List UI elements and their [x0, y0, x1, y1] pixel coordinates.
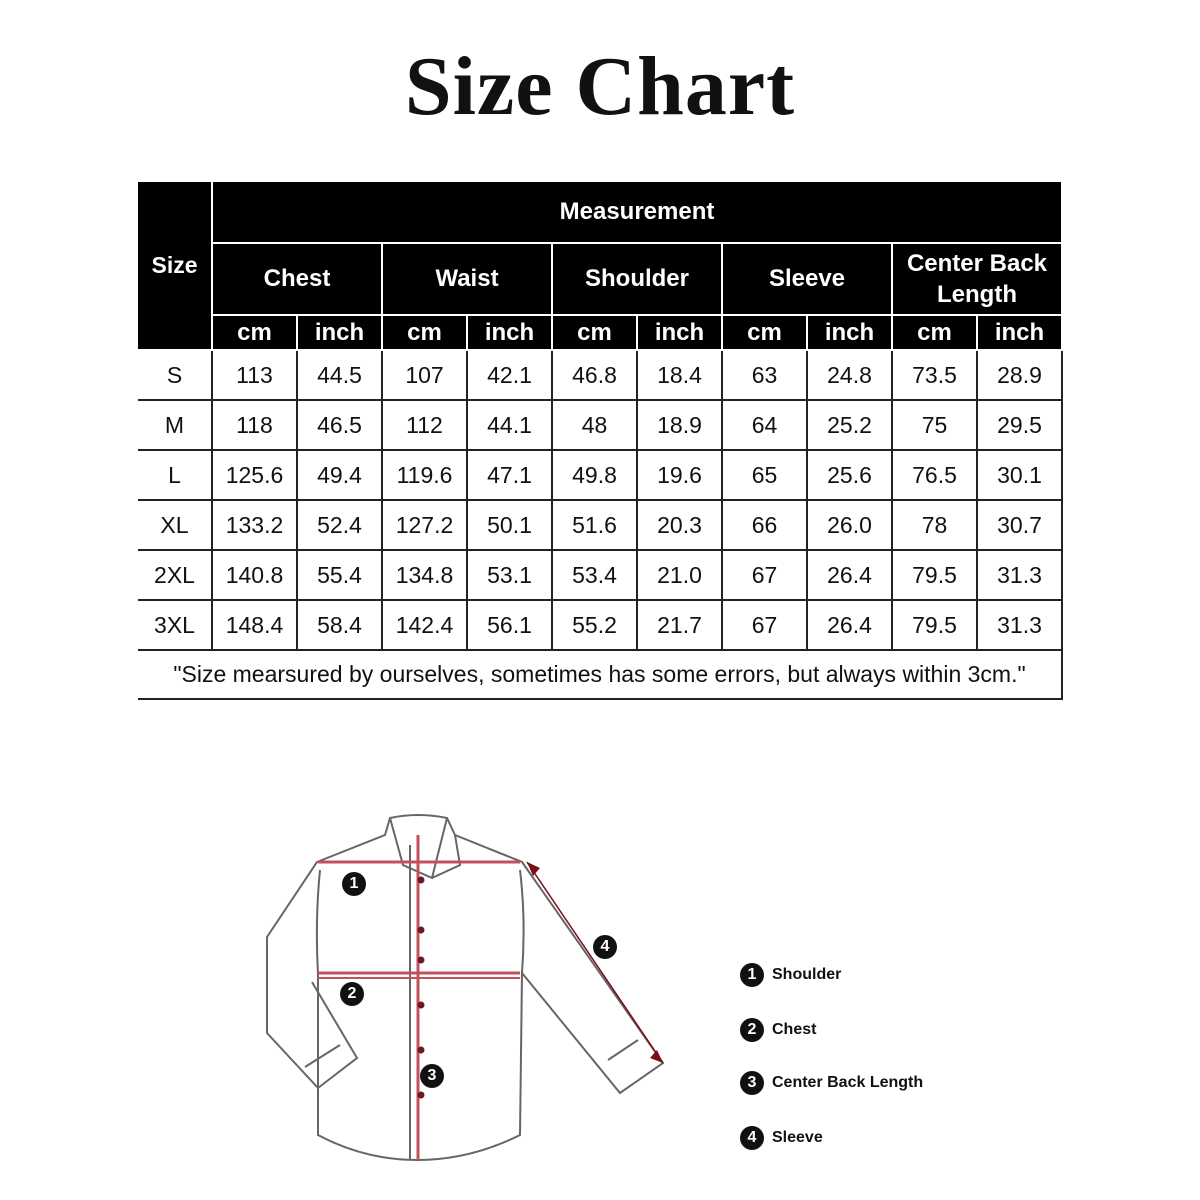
value-cell: 52.4	[297, 500, 382, 550]
legend-label: Shoulder	[772, 966, 842, 983]
value-cell: 42.1	[467, 350, 552, 400]
marker-2: 2	[340, 982, 364, 1006]
column-group-header: Waist	[382, 243, 552, 315]
value-cell: 20.3	[637, 500, 722, 550]
size-header: Size	[138, 181, 212, 350]
size-cell: L	[138, 450, 212, 500]
value-cell: 125.6	[212, 450, 297, 500]
value-cell: 113	[212, 350, 297, 400]
sleeve-measure-line	[527, 862, 663, 1063]
value-cell: 50.1	[467, 500, 552, 550]
value-cell: 21.0	[637, 550, 722, 600]
value-cell: 56.1	[467, 600, 552, 650]
size-cell: 3XL	[138, 600, 212, 650]
column-group-header: Sleeve	[722, 243, 892, 315]
column-group-header: Chest	[212, 243, 382, 315]
unit-header: cm	[722, 315, 807, 350]
value-cell: 18.9	[637, 400, 722, 450]
value-cell: 19.6	[637, 450, 722, 500]
value-cell: 55.4	[297, 550, 382, 600]
button-dot	[418, 1002, 425, 1009]
value-cell: 49.4	[297, 450, 382, 500]
value-cell: 53.1	[467, 550, 552, 600]
value-cell: 24.8	[807, 350, 892, 400]
value-cell: 119.6	[382, 450, 467, 500]
value-cell: 134.8	[382, 550, 467, 600]
unit-header: inch	[637, 315, 722, 350]
legend-number: 4	[740, 1126, 764, 1150]
legend-item	[740, 1126, 823, 1150]
value-cell: 53.4	[552, 550, 637, 600]
column-group-header: Center Back Length	[892, 243, 1062, 315]
arrowhead-icon	[527, 862, 540, 876]
legend-number: 1	[740, 963, 764, 987]
legend-label: Center Back Length	[772, 1074, 924, 1091]
unit-header: inch	[467, 315, 552, 350]
size-cell: S	[138, 350, 212, 400]
marker-4: 4	[593, 935, 617, 959]
size-cell: M	[138, 400, 212, 450]
button-dot	[418, 927, 425, 934]
button-dot	[418, 1047, 425, 1054]
value-cell: 65	[722, 450, 807, 500]
button-dot	[418, 1092, 425, 1099]
value-cell: 30.1	[977, 450, 1062, 500]
marker-1: 1	[342, 872, 366, 896]
value-cell: 79.5	[892, 550, 977, 600]
unit-header: cm	[382, 315, 467, 350]
page-title: Size Chart	[404, 40, 796, 133]
value-cell: 25.6	[807, 450, 892, 500]
unit-header: cm	[892, 315, 977, 350]
value-cell: 25.2	[807, 400, 892, 450]
value-cell: 148.4	[212, 600, 297, 650]
value-cell: 21.7	[637, 600, 722, 650]
value-cell: 76.5	[892, 450, 977, 500]
value-cell: 51.6	[552, 500, 637, 550]
measurement-header: Measurement	[212, 181, 1062, 243]
legend-label: Chest	[772, 1021, 817, 1038]
value-cell: 48	[552, 400, 637, 450]
value-cell: 79.5	[892, 600, 977, 650]
legend-item	[740, 963, 841, 987]
value-cell: 73.5	[892, 350, 977, 400]
value-cell: 31.3	[977, 600, 1062, 650]
value-cell: 78	[892, 500, 977, 550]
value-cell: 46.5	[297, 400, 382, 450]
value-cell: 28.9	[977, 350, 1062, 400]
size-cell: 2XL	[138, 550, 212, 600]
legend-label: Sleeve	[772, 1129, 823, 1146]
unit-header: inch	[977, 315, 1062, 350]
value-cell: 63	[722, 350, 807, 400]
value-cell: 127.2	[382, 500, 467, 550]
value-cell: 18.4	[637, 350, 722, 400]
unit-header: inch	[807, 315, 892, 350]
value-cell: 30.7	[977, 500, 1062, 550]
value-cell: 44.5	[297, 350, 382, 400]
arrowhead-icon	[650, 1050, 663, 1063]
value-cell: 26.4	[807, 550, 892, 600]
value-cell: 64	[722, 400, 807, 450]
value-cell: 67	[722, 550, 807, 600]
value-cell: 118	[212, 400, 297, 450]
value-cell: 133.2	[212, 500, 297, 550]
value-cell: 140.8	[212, 550, 297, 600]
legend-number: 2	[740, 1018, 764, 1042]
value-cell: 26.0	[807, 500, 892, 550]
value-cell: 55.2	[552, 600, 637, 650]
value-cell: 29.5	[977, 400, 1062, 450]
legend-item	[740, 1071, 923, 1095]
value-cell: 26.4	[807, 600, 892, 650]
column-group-header: Shoulder	[552, 243, 722, 315]
button-dot	[418, 877, 425, 884]
value-cell: 47.1	[467, 450, 552, 500]
value-cell: 66	[722, 500, 807, 550]
value-cell: 31.3	[977, 550, 1062, 600]
unit-header: cm	[212, 315, 297, 350]
value-cell: 67	[722, 600, 807, 650]
value-cell: 107	[382, 350, 467, 400]
unit-header: cm	[552, 315, 637, 350]
button-dot	[418, 957, 425, 964]
value-cell: 49.8	[552, 450, 637, 500]
value-cell: 142.4	[382, 600, 467, 650]
legend-number: 3	[740, 1071, 764, 1095]
value-cell: 46.8	[552, 350, 637, 400]
table-note: "Size mearsured by ourselves, sometimes has some errors, but always within 3cm."	[138, 650, 1062, 699]
size-cell: XL	[138, 500, 212, 550]
unit-header: inch	[297, 315, 382, 350]
value-cell: 58.4	[297, 600, 382, 650]
legend-item	[740, 1018, 816, 1042]
value-cell: 75	[892, 400, 977, 450]
marker-3: 3	[420, 1064, 444, 1088]
value-cell: 112	[382, 400, 467, 450]
shirt-outline	[267, 815, 663, 1160]
value-cell: 44.1	[467, 400, 552, 450]
